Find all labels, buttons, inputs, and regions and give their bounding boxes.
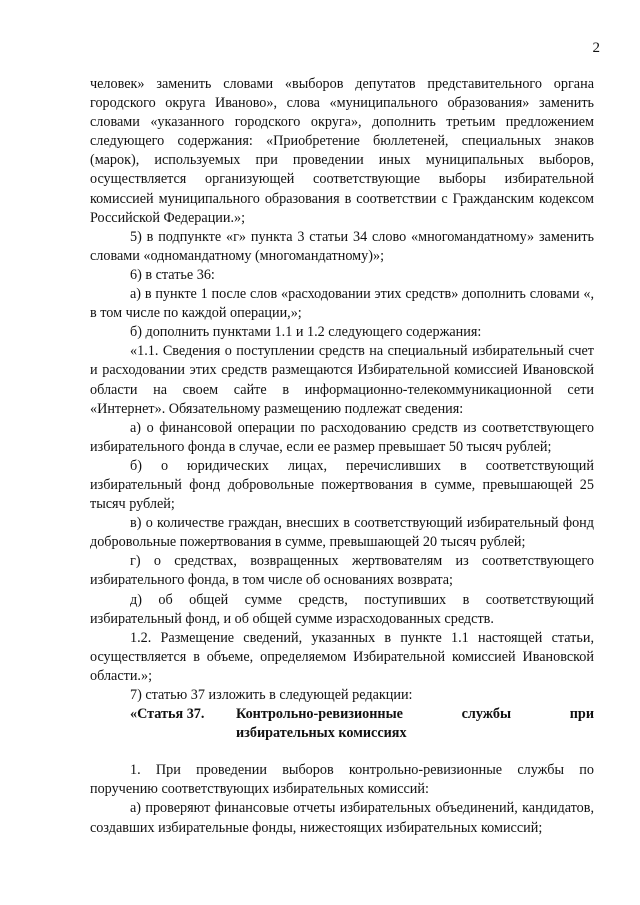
- paragraph: 1.2. Размещение сведений, указанных в пункте 1.1 настоящей статьи, осуществляется в объеме, определяемом Избирательной комиссией Ивановской области.»;: [90, 629, 594, 684]
- paragraph: б) о юридических лицах, перечисливших в соответствующий избирательный фонд добровольные пожертвования в сумме, превышающей 25 тысяч рублей;: [90, 457, 594, 513]
- paragraph: 6) в статье 36:: [130, 266, 215, 283]
- paragraph: а) о финансовой операции по расходованию средств из соответствующего избирательного фонда в случае, если ее размер превышает 50 тысяч рублей;: [90, 419, 594, 455]
- paragraph: а) проверяют финансовые отчеты избирательных объединений, кандидатов, создавших избирательные фонды, нижестоящих избирательных комиссий;: [90, 800, 594, 836]
- document-body: [90, 75, 594, 838]
- paragraph: 5) в подпункте «г» пункта 3 статьи 34 слово «многомандатному» заменить словами «одномандатному (многомандатному)»;: [90, 228, 594, 264]
- paragraph: б) дополнить пунктами 1.1 и 1.2 следующего содержания:: [130, 324, 482, 341]
- paragraph: а) в пункте 1 после слов «расходовании этих средств» дополнить словами «, в том числе по каждой операции,»;: [90, 286, 594, 322]
- article-number: «Статья 37.: [130, 706, 205, 723]
- paragraph: «1.1. Сведения о поступлении средств на специальный избирательный счет и расходовании этих средств размещаются Избирательной комиссией Ивановской области на своем сайте в информационно-телекоммуникационной сети «Интернет». Обязательному размещению подлежат сведения:: [90, 343, 594, 417]
- article-title-line-2: избирательных комиссиях: [236, 725, 407, 742]
- paragraph: в) о количестве граждан, внесших в соответствующий избирательный фонд добровольные пожертвования в сумме, превышающей 20 тысяч рублей;: [90, 515, 594, 551]
- paragraph: 1. При проведении выборов контрольно-ревизионные службы по поручению соответствующих избирательных комиссий:: [90, 762, 594, 798]
- paragraphs-after: [90, 761, 594, 837]
- paragraph: человек» заменить словами «выборов депутатов представительного органа городского округа Иваново», слова «муниципального образования» заменить словами «указанного городского округа», дополнить третьим предложением следующего содержания: «Приобретение бюллетеней, специальных знаков (марок), используемых при проведении иных муниципальных выборов, осуществляется организующей соответствующие выборы избирательной комиссией муниципального образования в соответствии с Гражданским кодексом Российской Федерации.»;: [90, 76, 594, 226]
- article-title-line-1: Контрольно-ревизионные службы при: [236, 706, 594, 723]
- page-number: 2: [592, 40, 600, 56]
- paragraph: 7) статью 37 изложить в следующей редакции:: [130, 687, 413, 703]
- paragraphs-before: [90, 75, 594, 705]
- spacer: [90, 743, 594, 761]
- paragraph: д) об общей сумме средств, поступивших в соответствующий избирательный фонд, и об общей сумме израсходованных средств.: [90, 591, 594, 627]
- paragraph: г) о средствах, возвращенных жертвователям из соответствующего избирательного фонда, в том числе об основаниях возврата;: [90, 553, 594, 589]
- article-heading: [90, 705, 594, 743]
- article-title: [236, 705, 594, 743]
